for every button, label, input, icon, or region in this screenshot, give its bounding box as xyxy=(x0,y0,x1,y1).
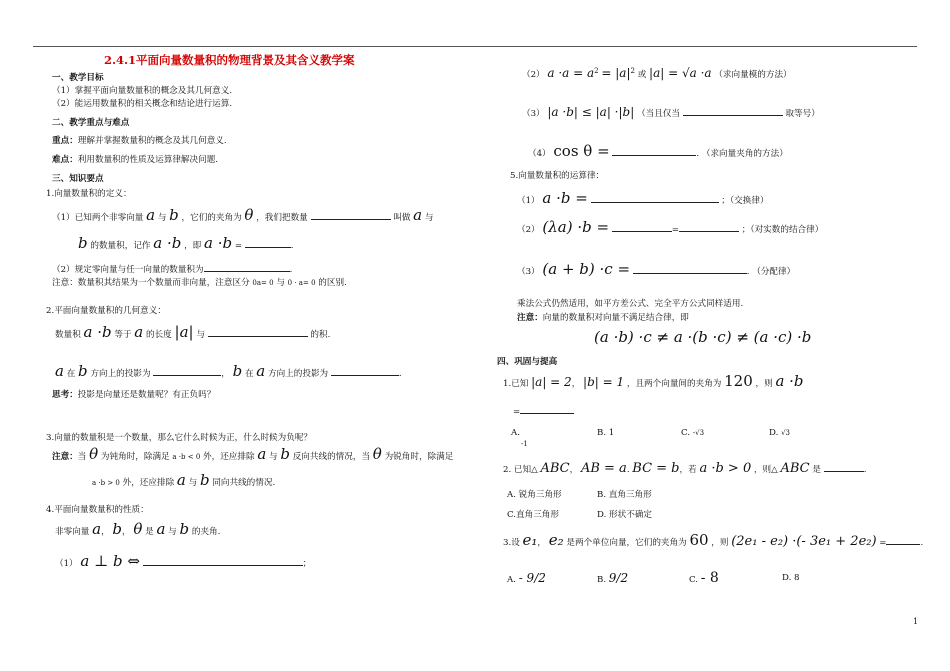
sign-note-line-2: a ·b > 0 外，还应排除 a 与 b 同向共线的情况. xyxy=(92,471,276,489)
question-1: 1.已知 |a| = 2， |b| = 1 ，且两个向量间的夹角为 120 ，则 a ·b xyxy=(503,372,804,390)
point-1-heading: 1.向量数量积的定义： xyxy=(46,189,132,199)
point-2-heading: 2.平面向量数量积的几何意义： xyxy=(46,306,166,316)
property-1: （1） a ⊥ b ⇔ ； xyxy=(55,552,312,570)
question-2: 2. 已知△ ABC， AB = a. BC = b，若 a ·b > 0 ，则△ ABC 是 . xyxy=(503,461,867,476)
properties-intro: 非零向量 a， b， θ 是 a 与 b 的夹角. xyxy=(55,520,221,538)
q2-option-b: B. 直角三角形 xyxy=(597,490,652,500)
law-associative: （2） (λa) ·b = = ；（对实数的结合律） xyxy=(517,218,824,236)
difficult-point: 难点：利用数量积的性质及运算律解决问题. xyxy=(52,155,219,165)
q1-option-c: C. -√3 xyxy=(681,428,705,438)
geometric-meaning: 数量积 a ·b 等于 a 的长度 |a| 与 的积. xyxy=(55,323,331,341)
q3-option-d: D. 8 xyxy=(782,573,800,583)
point-5-heading: 5.向量数量积的运算律： xyxy=(510,171,605,181)
section-heading-1: 一、教学目标 xyxy=(52,73,104,83)
definition-note: 注意：数量积其结果为一个数量而非向量，注意区分 0a= 0 与 0 · a= 0 的区别. xyxy=(52,278,347,288)
law-commutative: （1） a ·b = ；（交换律） xyxy=(517,189,769,207)
q1-option-a: A. -1 xyxy=(511,428,528,448)
objective-1: （1）掌握平面向量数量积的概念及其几何意义. xyxy=(52,86,233,96)
definition-line-2: b 的数量积，记作 a ·b ，即 a ·b = . xyxy=(78,234,294,252)
zero-vector-rule: （2）规定零向量与任一向量的数量积为 . xyxy=(52,262,292,276)
q2-option-d: D. 形状不确定 xyxy=(597,510,653,520)
section-heading-4: 四、巩固与提高 xyxy=(497,357,558,367)
projection-line: a 在 b 方向上的投影为 ， b 在 a 方向上的投影为 . xyxy=(55,362,402,380)
page-title: 2.4.1平面向量数量积的物理背景及其含义教学案 xyxy=(104,53,355,67)
property-3: （3） |a ·b| ≤ |a| ·|b| （当且仅当 取等号） xyxy=(522,105,820,119)
q2-option-a: A. 锐角三角形 xyxy=(507,490,562,500)
question-3: 3.设 e₁， e₂ 是两个单位向量，它们的夹角为 60 ，则 (2e₁ - e₂) ·(- 3e₁ + 2e₂) = . xyxy=(503,531,924,549)
q1-option-b: B. 1 xyxy=(597,428,615,438)
associativity-note: 注意：向量的数量积对向量不满足结合律，即 xyxy=(517,313,689,323)
page-number: 1 xyxy=(913,617,919,626)
q3-option-b: B. 9/2 xyxy=(597,571,629,585)
q3-option-c: C. - 8 xyxy=(689,570,719,586)
header-rule xyxy=(33,46,917,47)
key-point: 重点：理解并掌握数量积的概念及其几何意义. xyxy=(52,136,227,146)
point-3-heading: 3.向量的数量积是一个数量，那么它什么时候为正，什么时候为负呢？ xyxy=(46,433,313,443)
q1-option-d: D. √3 xyxy=(769,428,790,438)
section-heading-3: 三、知识要点 xyxy=(52,174,104,184)
property-4: （4） cos θ = . （求向量夹角的方法） xyxy=(528,142,788,160)
point-4-heading: 4.平面向量数量积的性质： xyxy=(46,505,149,515)
definition-line-1: （1）已知两个非零向量 a 与 b ，它们的夹角为 θ ，我们把数量 叫做 a 与 xyxy=(52,206,434,224)
law-distributive: （3） (a + b) ·c = . （分配律） xyxy=(517,260,796,278)
objective-2: （2）能运用数量积的相关概念和结论进行运算. xyxy=(52,99,233,109)
property-2: （2） $a \cdot a = a^2 = |a|^2$ 或 |a| = √a ·a （求向量模的方法） xyxy=(522,65,792,80)
sign-note-line-1: 注意：当 θ 为钝角时，除满足 a ·b < 0 外，还应排除 a 与 b 反向共线的情况，当 θ 为锐角时，除满足 xyxy=(52,445,454,463)
q2-option-c: C.直角三角形 xyxy=(507,510,559,520)
section-heading-2: 二、教学重点与难点 xyxy=(52,118,130,128)
associativity-formula: (a ·b) ·c ≠ a ·(b ·c) ≠ (a ·c) ·b xyxy=(594,328,812,346)
q3-option-a: A. - 9/2 xyxy=(507,571,546,585)
question-1-answer-blank: = xyxy=(513,404,574,418)
formula-note: 乘法公式仍然适用，如平方差公式、完全平方公式同样适用. xyxy=(517,299,744,309)
think-question: 思考：投影是向量还是数量呢？有正负吗？ xyxy=(52,390,216,400)
